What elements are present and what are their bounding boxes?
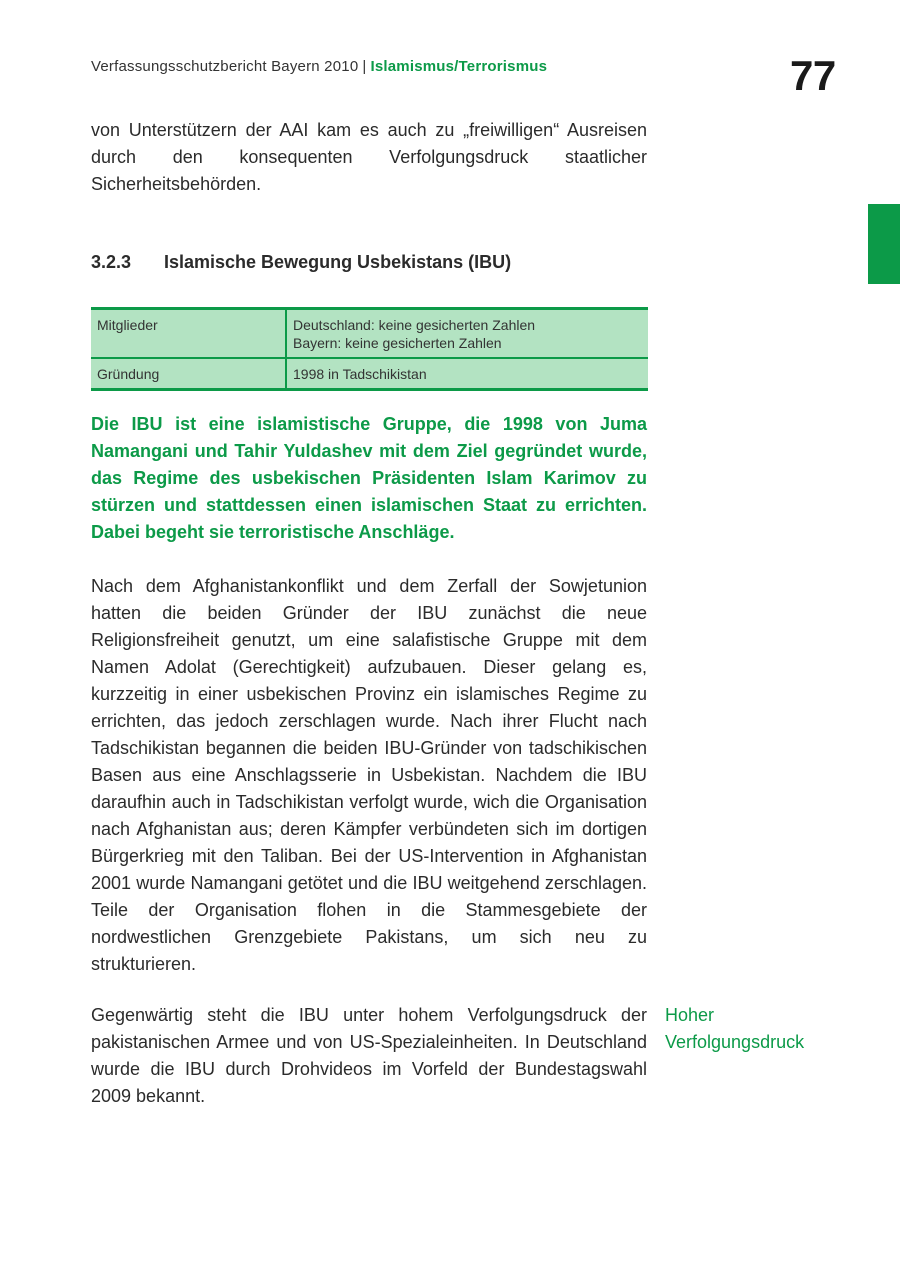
current-situation-paragraph: Gegenwärtig steht die IBU unter hohem Verfolgungsdruck der pakistanischen Armee und von US-Spezialeinheiten. In Deutschland wurde die IBU durch Drohvideos im Vorfeld der Bundestagswahl 2009 bekannt. (91, 1005, 647, 1106)
running-header (91, 58, 547, 75)
margin-note (665, 1002, 804, 1056)
value-line: Bayern: keine gesicherten Zahlen (293, 335, 502, 351)
margin-note-line: Hoher (665, 1005, 715, 1025)
section-name: Islamismus/Terrorismus (370, 58, 548, 75)
table-row (91, 358, 648, 390)
row-label: Gründung (91, 358, 286, 390)
section-heading (91, 252, 511, 273)
chapter-tab-marker (868, 204, 900, 284)
value-line: Deutschland: keine gesicherten Zahlen (293, 317, 536, 333)
publication-title: Verfassungsschutzbericht Bayern 2010 (91, 58, 359, 75)
page-number: 77 (790, 52, 836, 99)
row-label: Mitglieder (91, 309, 286, 359)
lead-summary: Die IBU ist eine islamistische Gruppe, die 1998 von Juma Namangani und Tahir Yuldashev mit dem Ziel gegründet wurde, das Regime des usbekischen Präsidenten Islam Karimov zu stürzen und stattdessen einen islamischen Staat zu errichten. Dabei begeht sie terroristische Anschläge. (91, 414, 647, 542)
margin-note-line: Verfolgungsdruck (665, 1032, 805, 1052)
header-separator: | (362, 58, 367, 75)
facts-table (91, 307, 648, 391)
section-number: 3.2.3 (91, 252, 132, 272)
intro-paragraph: von Unterstützern der AAI kam es auch zu „freiwilligen“ Ausreisen durch den konsequenten Verfolgungsdruck staatlicher Sicherheitsbehörden. (91, 120, 647, 194)
history-paragraph: Nach dem Afghanistankonflikt und dem Zerfall der Sowjetunion hatten die beiden Gründer der IBU zunächst die neue Religionsfreiheit genutzt, um eine salafistische Gruppe mit dem Namen Adolat (Gerechtigkeit) aufzubauen. Dieser gelang es, kurzzeitig in einer usbekischen Provinz ein islamisches Regime zu errichten, das jedoch zerschlagen wurde. Nach ihrer Flucht nach Tadschikistan begannen die beiden IBU-Gründer von tadschikischen Basen aus eine Anschlagsserie in Usbekistan. Nachdem die IBU daraufhin auch in Tadschikistan verfolgt wurde, wich die Organisation nach Afghanistan aus; deren Kämpfer verbündeten sich im dortigen Bürgerkrieg mit den Taliban. Bei der US-Intervention in Afghanistan 2001 wurde Namangani getötet und die IBU weitgehend zerschlagen. Teile der Organisation flohen in die Stammesgebiete der nordwestlichen Grenzgebiete Pakistans, um sich neu zu strukturieren. (91, 576, 647, 974)
table-row (91, 309, 648, 359)
row-value (286, 309, 648, 359)
row-value: 1998 in Tadschikistan (286, 358, 648, 390)
section-title: Islamische Bewegung Usbekistans (IBU) (164, 252, 512, 272)
